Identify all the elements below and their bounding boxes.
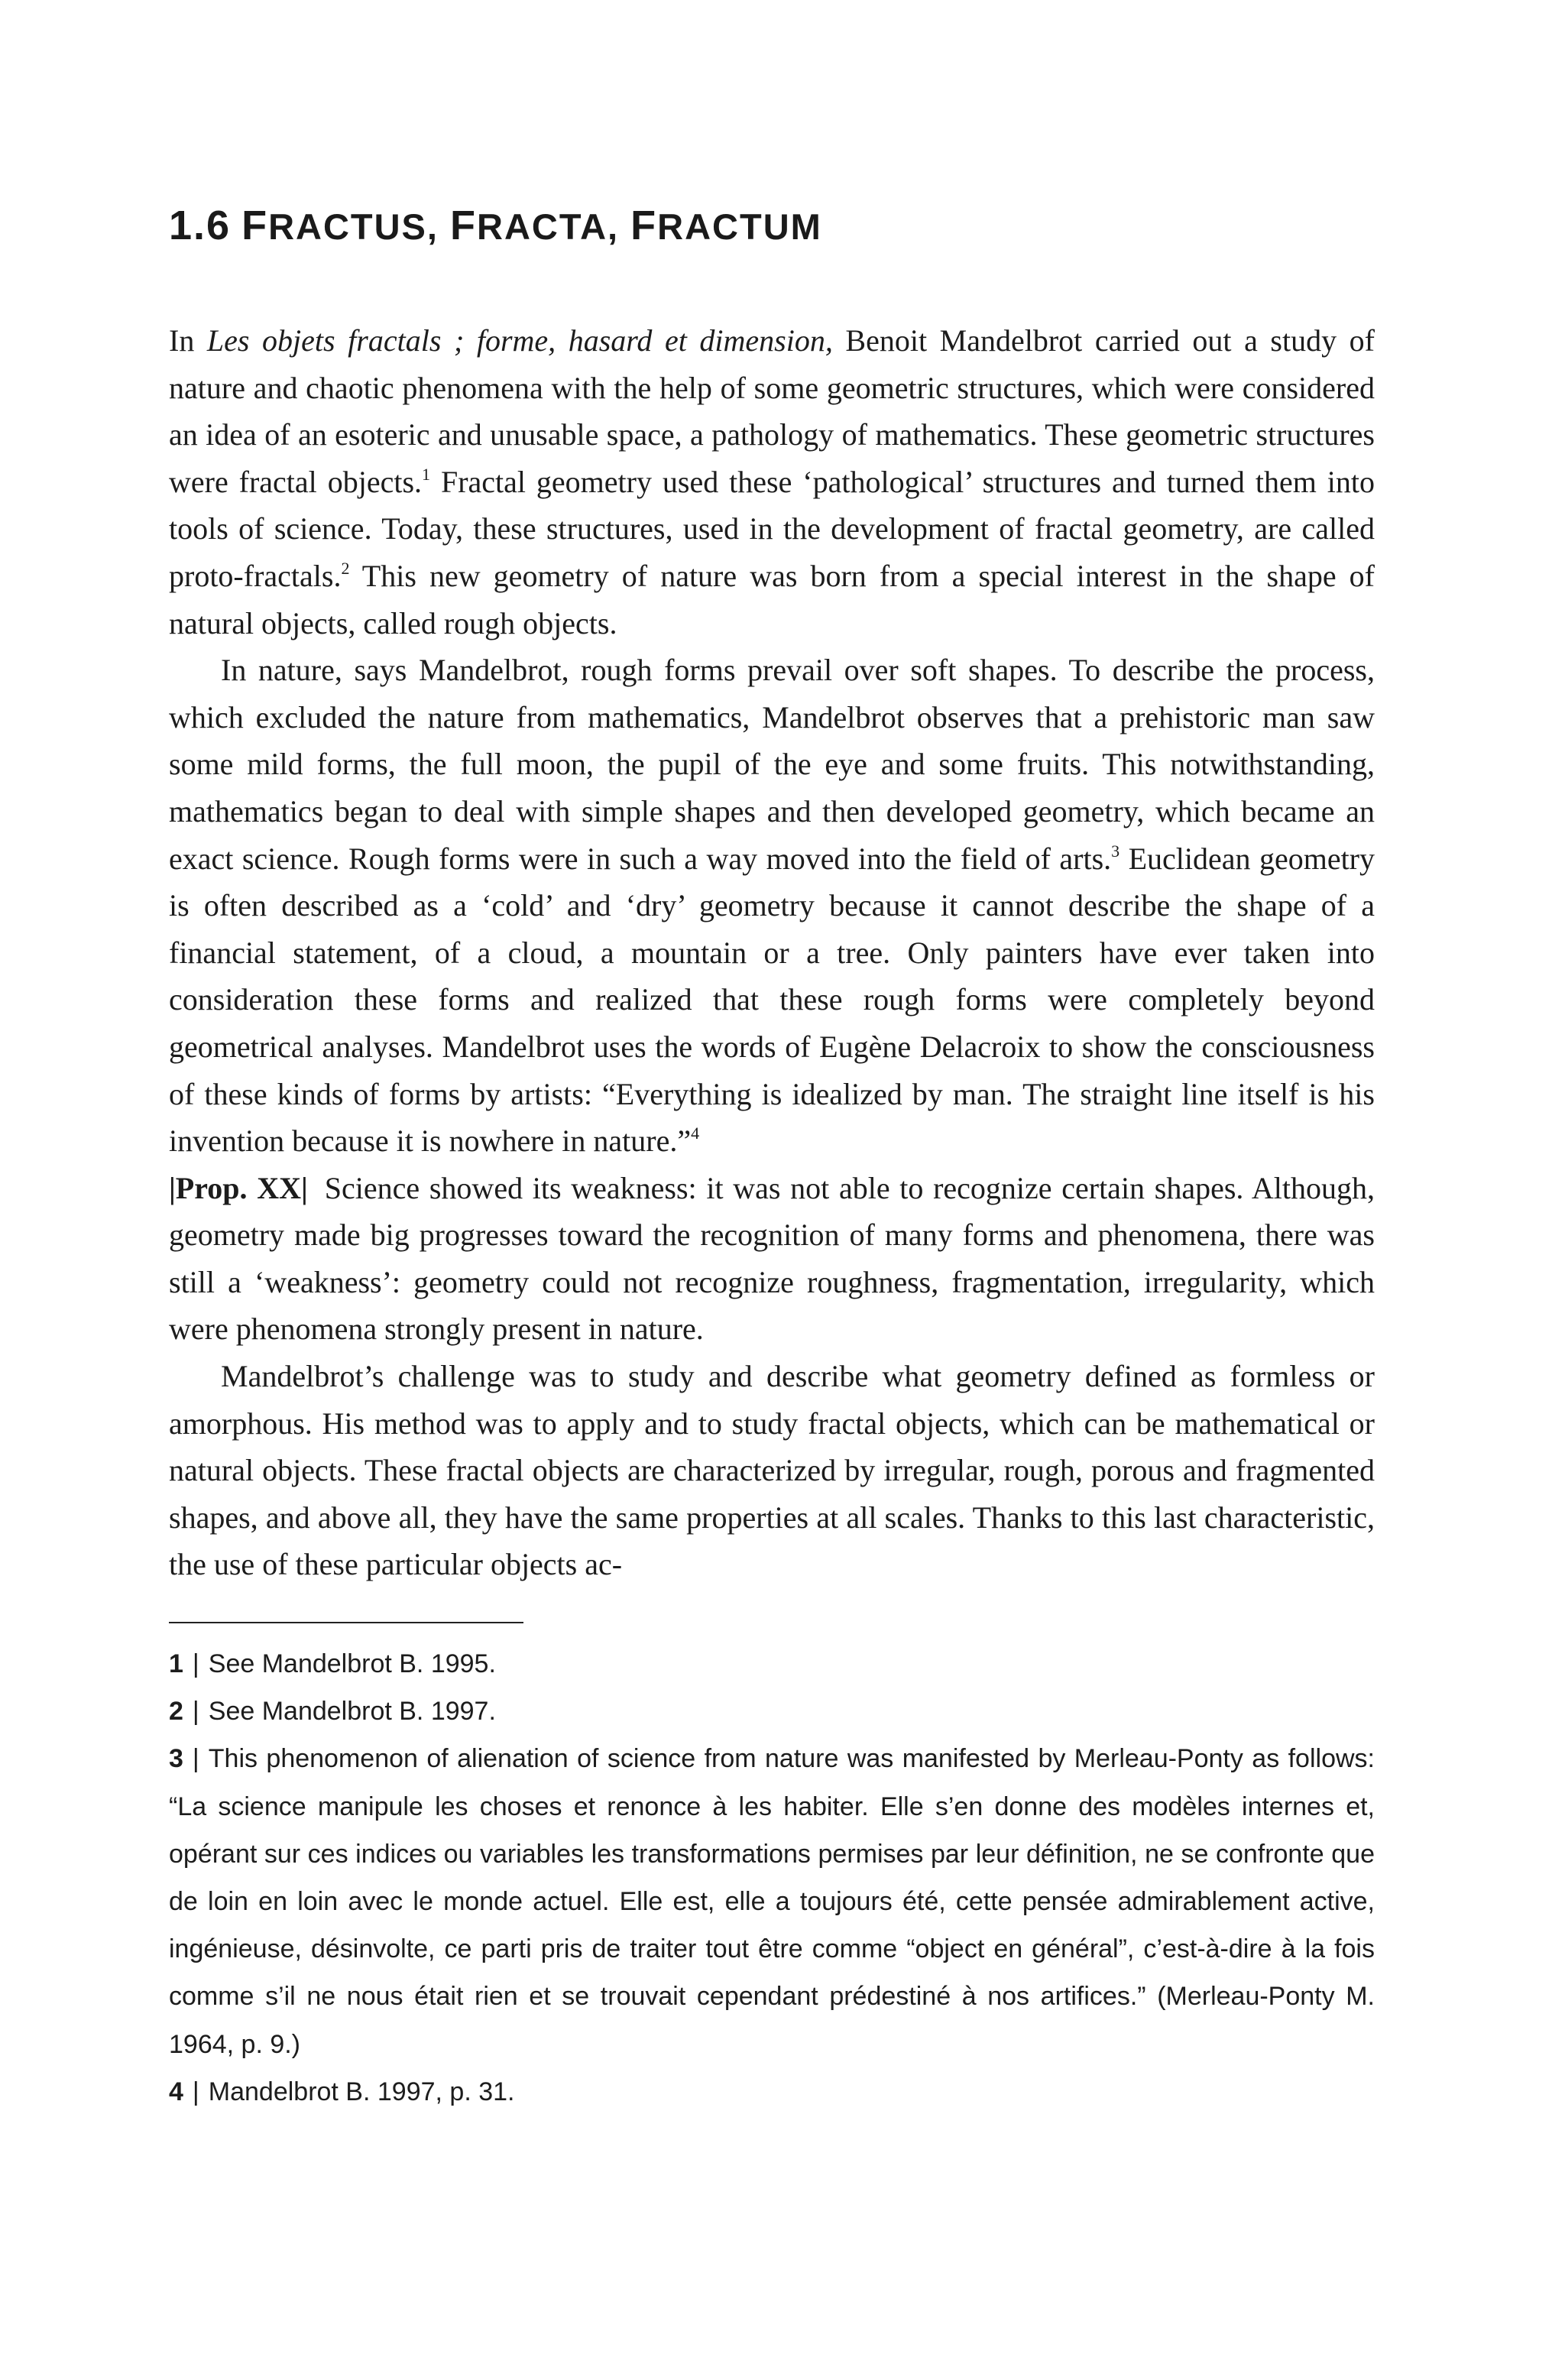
- footnote-reference: 3: [1111, 841, 1120, 861]
- footnote-divider: [169, 1622, 523, 1623]
- footnote-number: 4: [169, 2077, 183, 2106]
- text-run: This new geometry of nature was born from a special interest in the shape of natural objects, called rough objects.: [169, 558, 1375, 640]
- text-run: Mandelbrot’s challenge was to study and describe what geometry defined as formless or amorphous. His method was to apply and to study fractal objects, which can be mathematical or natural objects. These fractal objects are characterized by irregular, rough, porous and fragmented shapes, and above all, they have the same properties at all scales. Thanks to this last characteristic, the use of these particular objects ac-: [169, 1359, 1375, 1582]
- section-title-part: FRACTUM: [630, 203, 822, 248]
- footnote: [169, 1640, 1375, 1688]
- body-paragraph: [169, 647, 1375, 1165]
- footnote-text: This phenomenon of alienation of science from nature was manifested by Merleau-Ponty as follows: “La science manipule les choses et renonce à les habiter. Elle s’en donne des modèles internes et, opérant sur ces indices ou variables les transformations permises par leur définition, ne se confronte que de loin en loin avec le monde actuel. Elle est, elle a toujours été, cette pensée admirablement active, ingénieuse, désinvolte, ce parti pris de traiter tout être comme “object en général”, c’est-à-dire à la fois comme s’il ne nous était rien et se trouvait cependant prédestiné à nos artifices.” (Merleau-Ponty M. 1964, p. 9.): [169, 1744, 1375, 2059]
- footnote-text: Mandelbrot B. 1997, p. 31.: [208, 2077, 515, 2106]
- body-paragraph: [169, 1353, 1375, 1588]
- footnote-number: 3: [169, 1744, 183, 1774]
- footnote-reference: 1: [422, 464, 431, 484]
- text-run: Euclidean geometry is often described as a ‘cold’ and ‘dry’ geometry because it cannot describe the shape of a financial statement, of a cloud, a mountain or a tree. Only painters have ever taken into consideration these forms and realized that these rough forms were completely beyond geometrical analyses. Mandelbrot uses the words of Eugène Delacroix to show the consciousness of these kinds of forms by artists: “Everything is idealized by man. The straight line itself is his invention because it is nowhere in nature.”: [169, 841, 1375, 1159]
- section-title-part: FRACTUS: [241, 203, 427, 248]
- footnote: [169, 1735, 1375, 2067]
- footnote-separator: |: [192, 2077, 199, 2106]
- body-paragraph: [169, 317, 1375, 647]
- footnotes: [169, 1640, 1375, 2116]
- footnote-text: See Mandelbrot B. 1997.: [208, 1697, 496, 1727]
- section-title-part: FRACTA: [450, 203, 608, 248]
- text-run: Science showed its weakness: it was not able to recognize certain shapes. Although, geometry made big progresses toward the recognition of many forms and phenomena, there was still a ‘weakness’: geometry could not recognize roughness, fragmentation, irregularity, which were phenomena strongly present in nature.: [169, 1170, 1375, 1347]
- footnote: [169, 2068, 1375, 2116]
- footnote-number: 2: [169, 1697, 183, 1727]
- footnote-reference: 4: [691, 1124, 700, 1143]
- text-run: Fractal geometry used these ‘pathological’ structures and turned them into tools of science. Today, these structures, used in the development of fractal geometry, are called proto-fractals.: [169, 464, 1375, 593]
- footnote-separator: |: [192, 1649, 199, 1679]
- footnote-separator: |: [192, 1697, 199, 1727]
- footnote: [169, 1688, 1375, 1735]
- body-text: [169, 317, 1375, 1588]
- text-run: Benoit Mandelbrot carried out a study of nature and chaotic phenomena with the help of some geometric structures, which were considered an idea of an esoteric and unusable space, a pathology of mathematics. These geometric structures were fractal objects.: [169, 323, 1375, 499]
- proposition-marker: |Prop. XX|: [169, 1170, 308, 1205]
- footnote-separator: |: [192, 1744, 199, 1774]
- section-number: 1.6: [169, 203, 232, 248]
- text-run: In nature, says Mandelbrot, rough forms prevail over soft shapes. To describe the process, which excluded the nature from mathematics, Mandelbrot observes that a prehistoric man saw some mild forms, the full moon, the pupil of the eye and some fruits. This notwithstanding, mathematics began to deal with simple shapes and then developed geometry, which became an exact science. Rough forms were in such a way moved into the field of arts.: [169, 653, 1375, 876]
- footnote-number: 1: [169, 1649, 183, 1679]
- book-page: [169, 203, 1375, 2116]
- body-paragraph: [169, 1165, 1375, 1353]
- book-title-italic: Les objets fractals ; forme, hasard et dimension,: [206, 323, 833, 358]
- footnote-reference: 2: [341, 558, 350, 578]
- footnote-text: See Mandelbrot B. 1995.: [208, 1649, 496, 1679]
- section-heading: 1.6 FRACTUS, FRACTA, FRACTUM: [169, 203, 822, 248]
- text-run: In: [169, 323, 207, 358]
